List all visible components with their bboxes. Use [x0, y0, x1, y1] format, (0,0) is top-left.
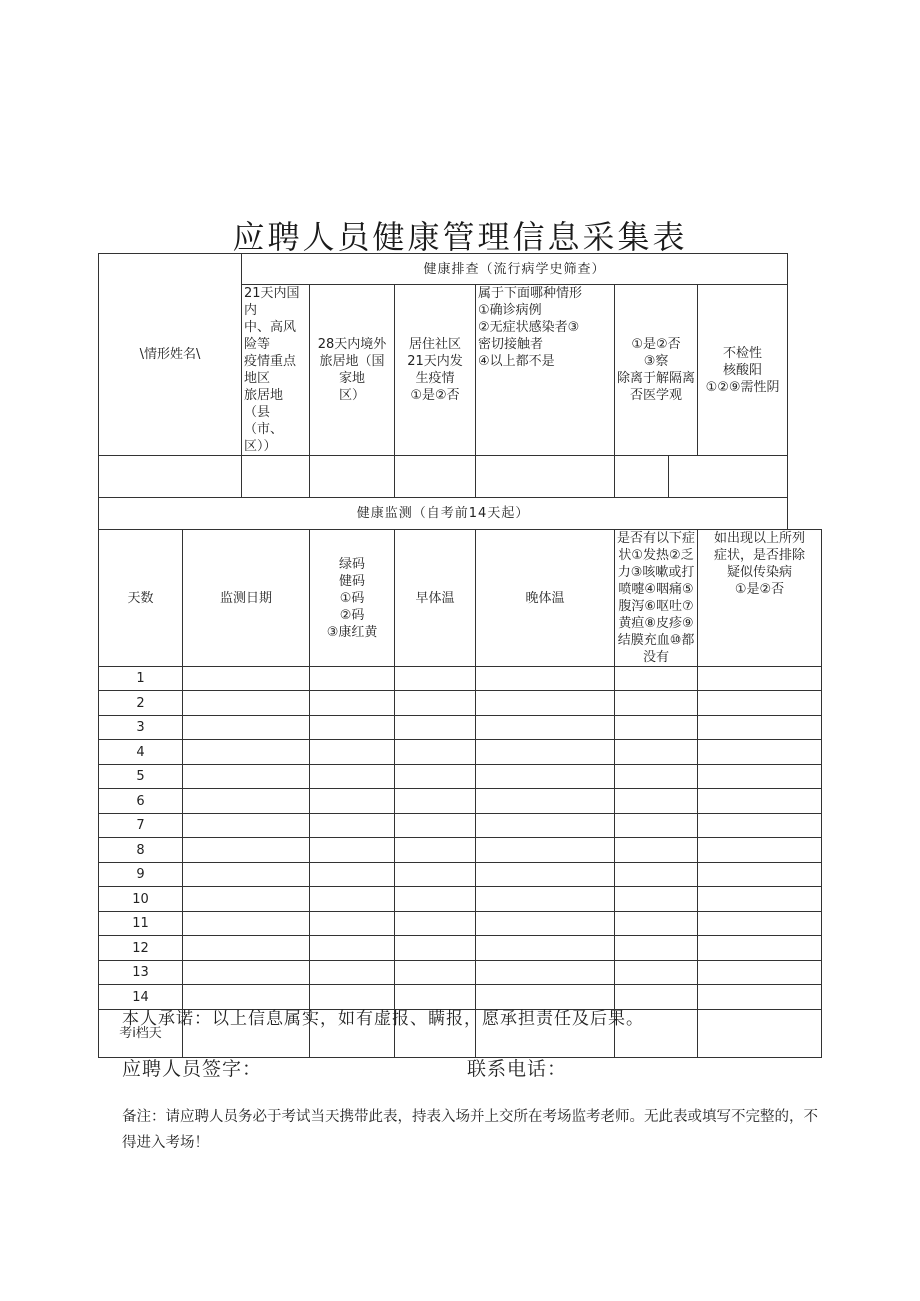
- symptoms-input[interactable]: [615, 961, 698, 985]
- table-row: [99, 838, 822, 863]
- table-row: [99, 961, 822, 985]
- day-number: 12: [99, 936, 183, 961]
- health-info-table: [98, 253, 822, 1058]
- table-row: [99, 691, 822, 716]
- exclude-input[interactable]: [698, 961, 822, 985]
- exclude-input[interactable]: [698, 985, 822, 1010]
- table-row: [99, 716, 822, 740]
- symptoms-input[interactable]: [615, 936, 698, 961]
- screening-header-overseas: 28天内境外 旅居地（国 家地 区）: [310, 285, 395, 456]
- exclude-input[interactable]: [698, 765, 822, 789]
- evening-temp-input[interactable]: [476, 936, 615, 961]
- corner-label-cell: [99, 254, 242, 456]
- screening-header-nucleic-test: 不检性 核酸阳 ①②⑨需性阴: [698, 285, 788, 456]
- exclude-input[interactable]: [698, 912, 822, 936]
- table-row: [99, 667, 822, 691]
- evening-temp-input[interactable]: [476, 765, 615, 789]
- date-input[interactable]: [183, 814, 310, 838]
- morning-temp-input[interactable]: [395, 667, 476, 691]
- symptoms-input[interactable]: [615, 789, 698, 814]
- table-row: [99, 936, 822, 961]
- symptoms-input[interactable]: [615, 740, 698, 765]
- date-input[interactable]: [183, 863, 310, 887]
- table-row: [99, 912, 822, 936]
- morning-temp-input[interactable]: [395, 936, 476, 961]
- exclude-input[interactable]: [698, 936, 822, 961]
- code-input[interactable]: [310, 740, 395, 765]
- date-input[interactable]: [183, 716, 310, 740]
- corner-label: \情形姓名\: [139, 347, 201, 362]
- screening-input-community[interactable]: [395, 456, 476, 498]
- evening-temp-input[interactable]: [476, 887, 615, 912]
- code-input[interactable]: [310, 912, 395, 936]
- morning-temp-input[interactable]: [395, 887, 476, 912]
- morning-temp-input[interactable]: [395, 740, 476, 765]
- exclude-input[interactable]: [698, 716, 822, 740]
- morning-temp-input[interactable]: [395, 863, 476, 887]
- day-number: 13: [99, 961, 183, 985]
- signature-label: 应聘人员签字：: [122, 1058, 263, 1080]
- exclude-input[interactable]: [698, 740, 822, 765]
- monitoring-header-morning-temp: 早体温: [395, 530, 476, 667]
- date-input[interactable]: [183, 912, 310, 936]
- date-input[interactable]: [183, 936, 310, 961]
- evening-temp-input[interactable]: [476, 691, 615, 716]
- symptoms-input[interactable]: [615, 667, 698, 691]
- code-input[interactable]: [310, 838, 395, 863]
- symptoms-input[interactable]: [615, 765, 698, 789]
- date-input[interactable]: [183, 691, 310, 716]
- symptoms-input[interactable]: [615, 838, 698, 863]
- monitoring-section-title: 健康监测（自考前14天起）: [99, 498, 788, 530]
- code-input[interactable]: [310, 863, 395, 887]
- screening-header-community: 居住社区 21天内发 生疫情 ①是②否: [395, 285, 476, 456]
- day-number: 14: [99, 985, 183, 1010]
- code-input[interactable]: [310, 961, 395, 985]
- morning-temp-input[interactable]: [395, 814, 476, 838]
- date-input[interactable]: [183, 961, 310, 985]
- code-input[interactable]: [310, 887, 395, 912]
- day-number: 4: [99, 740, 183, 765]
- day-number: 7: [99, 814, 183, 838]
- evening-temp-input[interactable]: [476, 961, 615, 985]
- monitoring-header-health-code: 绿码 健码 ①码 ②码 ③康红黄: [310, 530, 395, 667]
- screening-header-quarantine: ①是②否 ③察 除离于解隔离否医学观: [615, 285, 698, 456]
- morning-temp-input[interactable]: [395, 789, 476, 814]
- evening-temp-input[interactable]: [476, 740, 615, 765]
- monitoring-header-exclude-disease: 如出现以上所列 症状，是否排除 疑似传染病 ①是②否: [698, 530, 822, 667]
- evening-temp-input[interactable]: [476, 838, 615, 863]
- screening-input-domestic-risk[interactable]: [242, 456, 310, 498]
- screening-input-quarantine[interactable]: [615, 456, 669, 498]
- day-number: 9: [99, 863, 183, 887]
- symptoms-input[interactable]: [615, 691, 698, 716]
- screening-input-nucleic-test[interactable]: [669, 456, 788, 498]
- screening-input-overseas[interactable]: [310, 456, 395, 498]
- day-number: 10: [99, 887, 183, 912]
- evening-temp-input[interactable]: [476, 912, 615, 936]
- date-input[interactable]: [183, 765, 310, 789]
- date-input[interactable]: [183, 789, 310, 814]
- phone-label: 联系电话：: [467, 1058, 568, 1080]
- screening-input-name[interactable]: [99, 456, 242, 498]
- symptoms-input[interactable]: [615, 863, 698, 887]
- code-input[interactable]: [310, 716, 395, 740]
- date-input[interactable]: [183, 838, 310, 863]
- day-number: 5: [99, 765, 183, 789]
- exclude-input[interactable]: [698, 814, 822, 838]
- date-input[interactable]: [183, 887, 310, 912]
- exclude-input[interactable]: [698, 691, 822, 716]
- date-input[interactable]: [183, 667, 310, 691]
- exclude-input[interactable]: [698, 887, 822, 912]
- morning-temp-input[interactable]: [395, 765, 476, 789]
- monitoring-header-day: 天数: [99, 530, 183, 667]
- evening-temp-input[interactable]: [476, 716, 615, 740]
- date-input[interactable]: [183, 740, 310, 765]
- screening-header-case-type: 属于下面哪种情形 ①确诊病例 ②无症状感染者③ 密切接触者 ④以上都不是: [476, 285, 615, 456]
- code-input[interactable]: [310, 691, 395, 716]
- evening-temp-input[interactable]: [476, 863, 615, 887]
- exclude-input[interactable]: [698, 838, 822, 863]
- exclude-input[interactable]: [698, 1010, 822, 1058]
- morning-temp-input[interactable]: [395, 716, 476, 740]
- code-input[interactable]: [310, 667, 395, 691]
- monitoring-header-symptoms: 是否有以下症状①发热②乏 力③咳嗽或打喷嚏④咽痛⑤ 腹泻⑥呕吐⑦黄疸⑧皮疹⑨ 结膜充血⑩都没有: [615, 530, 698, 667]
- evening-temp-input[interactable]: [476, 814, 615, 838]
- day-number: 3: [99, 716, 183, 740]
- screening-header-domestic-risk: 21天内国内 中、高风险等 疫情重点地区 旅居地 （县（市、 区））: [242, 285, 310, 456]
- page-title: 应聘人员健康管理信息采集表: [232, 218, 688, 256]
- monitoring-header-evening-temp: 晚体温: [476, 530, 615, 667]
- day-number: 11: [99, 912, 183, 936]
- code-input[interactable]: [310, 789, 395, 814]
- day-number: 1: [99, 667, 183, 691]
- exclude-input[interactable]: [698, 789, 822, 814]
- footnote: 备注：请应聘人员务必于考试当天携带此表，持表入场并上交所在考场监考老师。无此表或填写不完整的，不得进入考场！: [122, 1109, 818, 1151]
- table-row: [99, 765, 822, 789]
- day-number: 6: [99, 789, 183, 814]
- evening-temp-input[interactable]: [476, 667, 615, 691]
- exclude-input[interactable]: [698, 667, 822, 691]
- symptoms-input[interactable]: [615, 716, 698, 740]
- morning-temp-input[interactable]: [395, 961, 476, 985]
- screening-input-case-type[interactable]: [476, 456, 615, 498]
- exclude-input[interactable]: [698, 863, 822, 887]
- table-row: [99, 740, 822, 765]
- code-input[interactable]: [310, 814, 395, 838]
- table-row: [99, 789, 822, 814]
- symptoms-input[interactable]: [615, 814, 698, 838]
- table-row: [99, 814, 822, 838]
- morning-temp-input[interactable]: [395, 691, 476, 716]
- code-input[interactable]: [310, 936, 395, 961]
- day-number: 8: [99, 838, 183, 863]
- pledge-text: 本人承诺：以上信息属实，如有虚报、瞒报，愿承担责任及后果。: [122, 1009, 644, 1029]
- symptoms-input[interactable]: [615, 912, 698, 936]
- screening-section-title: 健康排查（流行病学史筛查）: [242, 254, 788, 285]
- evening-temp-input[interactable]: [476, 789, 615, 814]
- monitoring-header-date: 监测日期: [183, 530, 310, 667]
- exam-day-label: 考i档天: [99, 1010, 183, 1058]
- table-row: [99, 887, 822, 912]
- day-number: 2: [99, 691, 183, 716]
- symptoms-input[interactable]: [615, 887, 698, 912]
- table-row: [99, 863, 822, 887]
- morning-temp-input[interactable]: [395, 838, 476, 863]
- code-input[interactable]: [310, 765, 395, 789]
- morning-temp-input[interactable]: [395, 912, 476, 936]
